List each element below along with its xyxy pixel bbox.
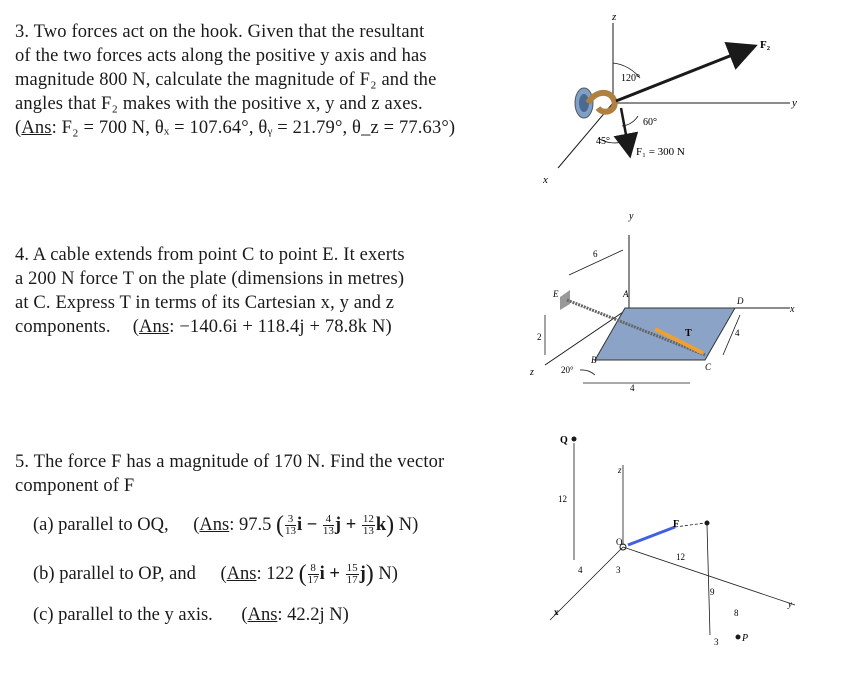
force-F1-arrow (621, 108, 630, 156)
dim-3-bottom-label: 3 (714, 637, 719, 647)
problem-5-line-1: 5. The force F has a magnitude of 170 N. Find the vector (15, 452, 445, 472)
answer-open-paren: ( (15, 118, 22, 138)
fraction-1: $\frac{3}{13}$ (284, 513, 296, 537)
F2-label: F₂ (760, 39, 771, 51)
z-axis-label: z (612, 11, 617, 23)
F-vertical-line (707, 525, 710, 635)
y-axis-label: y (788, 599, 792, 609)
problem-3-answer (15, 116, 455, 140)
answer-unit: N) (378, 563, 398, 584)
fraction-3: $\frac{12}{13}$ (362, 513, 374, 537)
answer-label: Ans (247, 605, 278, 625)
problem-4-line-4: components. (15, 317, 111, 337)
figure-force-components (540, 425, 820, 665)
dim-3-label: 3 (616, 565, 621, 575)
problem-4-line-3: at C. Express T in terms of its Cartesian x, y and z (15, 293, 395, 313)
dim-8-label: 8 (734, 608, 739, 618)
term-i: i − (296, 514, 318, 535)
C-label: C (705, 362, 712, 372)
z-axis-label: z (530, 367, 534, 378)
E-label: E (553, 289, 559, 299)
answer-text: : F₂ = 700 N, θₓ = 107.64°, θᵧ = 21.79°, θ_z = 77.63°) (51, 118, 456, 138)
problem-4-line-2: a 200 N force T on the plate (dimensions in metres) (15, 269, 405, 289)
part-b-label: (b) parallel to OP, and (33, 563, 196, 584)
answer-label: Ans (139, 317, 170, 337)
y-axis-label: y (629, 211, 634, 222)
answer-text: : −140.6i + 118.4j + 78.8k N) (169, 317, 392, 337)
part-c-label: (c) parallel to the y axis. (33, 605, 213, 625)
term-j: j + (334, 514, 357, 535)
problem-5-part-b: (b) parallel to OP, and (Ans: 122 ( $\frac{8}{17}$ i + $\frac{15}{17}$ j) N) (33, 561, 398, 587)
x-axis-label: x (554, 607, 559, 617)
point-P (736, 635, 741, 640)
fraction-2: $\frac{4}{13}$ (322, 513, 334, 537)
point-Q (572, 437, 577, 442)
problem-5 (15, 450, 444, 498)
x-axis-label: x (790, 304, 795, 315)
z-axis-label: z (618, 465, 622, 475)
force-F-arrow (628, 527, 675, 545)
term-i: i + (319, 563, 340, 584)
answer-unit: N) (398, 514, 419, 535)
angle-45-label: 45° (596, 136, 610, 147)
Q-label: Q (560, 435, 568, 446)
problem-3-line-4: angles that F₂ makes with the positive x, y and z axes. (15, 94, 423, 114)
angle-120-label: 120° (621, 73, 640, 84)
wall-mount-inner (579, 94, 589, 112)
force-F-dashed (675, 523, 705, 527)
angle-60-label: 60° (643, 117, 657, 128)
B-label: B (591, 355, 597, 365)
T-label: T (685, 328, 692, 339)
problem-4-answer (15, 315, 405, 339)
dim-6-label: 6 (593, 249, 598, 259)
problem-5-part-a: (a) parallel to OQ, (Ans: 97.5 ( $\frac{3}{13}$ i − $\frac{4}{13}$ j + $\frac{12}{13}$ k) N) (33, 512, 419, 538)
problem-3-line-2: of the two forces acts along the positive y axis and has (15, 46, 427, 66)
term-j: j (359, 563, 366, 584)
angle-20-label: 20° (561, 365, 574, 375)
problem-3-line-3: magnitude 800 N, calculate the magnitude of F₂ and the (15, 70, 437, 90)
answer-magnitude: : 122 (256, 563, 294, 584)
O-label: O (616, 537, 623, 547)
P-label: P (742, 633, 749, 644)
answer-magnitude: : 97.5 (229, 514, 272, 535)
fraction-2: $\frac{15}{17}$ (346, 562, 358, 586)
term-k: k (375, 514, 387, 535)
fraction-1: $\frac{8}{17}$ (307, 562, 319, 586)
figure-hook-forces (530, 8, 830, 188)
x-axis (550, 547, 623, 620)
dim-4-label: 4 (578, 565, 583, 575)
answer-text: : 42.2j N) (277, 605, 349, 625)
problem-5-part-c: (c) parallel to the y axis. (Ans: 42.2j N) (33, 605, 349, 625)
dim-12-left-label: 12 (558, 494, 567, 504)
problem-4 (15, 243, 405, 339)
dim-12-right-label: 12 (676, 552, 685, 562)
problem-3-line-1: 3. Two forces act on the hook. Given that the resultant (15, 22, 425, 42)
problem-5-line-2: component of F (15, 476, 135, 496)
x-axis-label: x (543, 174, 548, 186)
F-label: F (673, 519, 680, 530)
problem-3 (15, 20, 455, 140)
dim-4-right-label: 4 (735, 328, 740, 338)
part-a-label: (a) parallel to OQ, (33, 514, 169, 535)
angle-20-arc (580, 370, 595, 375)
F1-label: F₁ = 300 N (636, 146, 685, 158)
answer-open-paren: ( (132, 317, 139, 337)
y-axis-label: y (792, 97, 797, 109)
D-label: D (737, 296, 744, 306)
A-label: A (623, 289, 629, 299)
dim-9-label: 9 (710, 587, 715, 597)
dim-4-bottom-label: 4 (630, 383, 635, 393)
dim-2-label: 2 (537, 332, 542, 342)
answer-label: Ans (199, 514, 230, 535)
force-tip-point (705, 521, 710, 526)
answer-label: Ans (226, 563, 257, 584)
problem-4-line-1: 4. A cable extends from point C to point E. It exerts (15, 245, 405, 265)
answer-label: Ans (21, 118, 52, 138)
figure-plate-cable (525, 205, 825, 405)
